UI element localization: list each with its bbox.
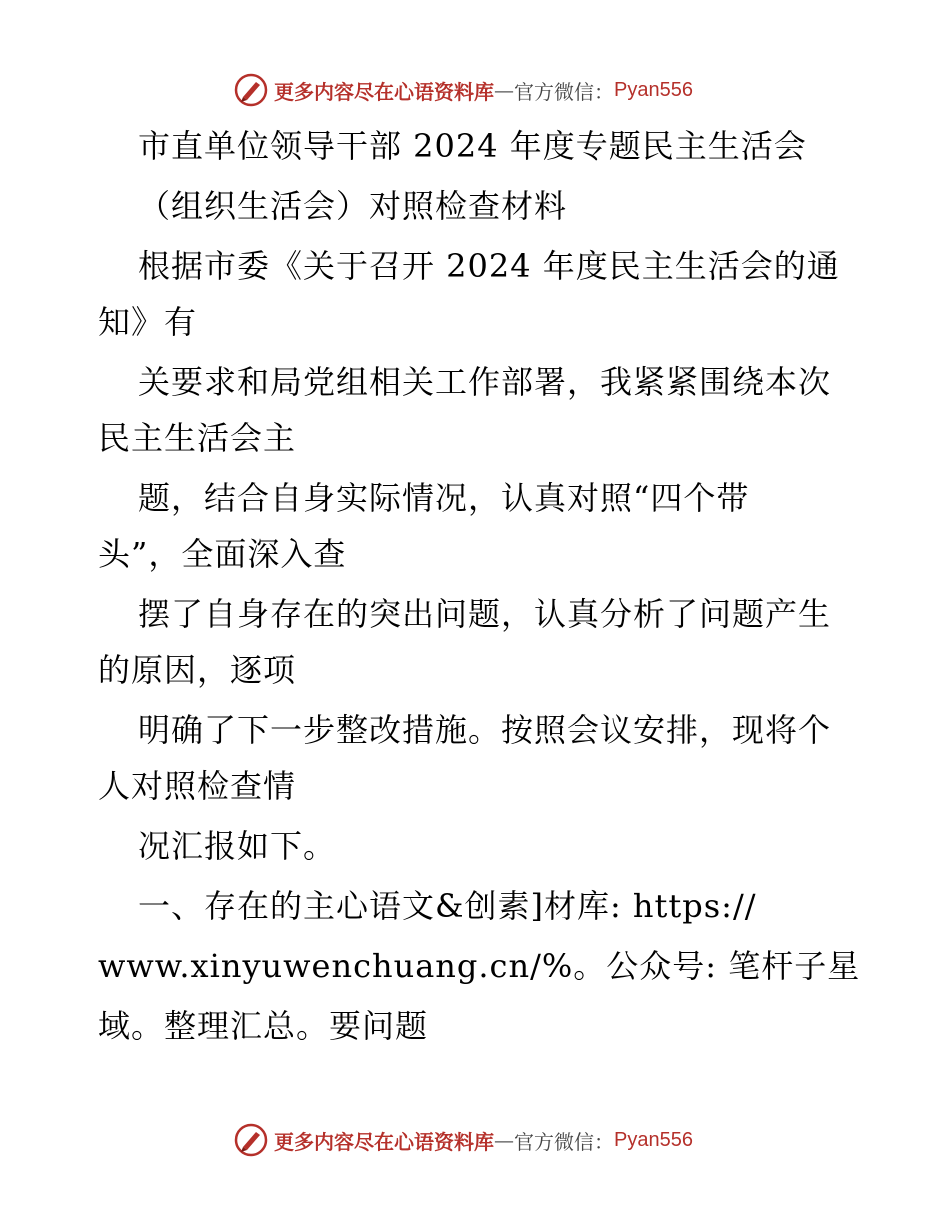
body-line: 知》有 bbox=[98, 303, 198, 341]
banner-brand: 更多内容尽在心语资料库 bbox=[274, 1129, 494, 1154]
body-line: 明确了下一步整改措施。按照会议安排，现将个 bbox=[138, 711, 832, 749]
body-line: 摆了自身存在的突出问题，认真分析了问题产生 bbox=[138, 595, 832, 633]
footer-banner bbox=[234, 1122, 693, 1158]
body-line: 头”，全面深入查 bbox=[98, 535, 347, 573]
banner-wechat-label: 官方微信： bbox=[514, 79, 614, 104]
banner-brand: 更多内容尽在心语资料库 bbox=[274, 79, 494, 104]
title-line-1: 市直单位领导干部 2024 年度专题民主生活会 bbox=[138, 127, 807, 165]
banner-wechat-id: Pyan556 bbox=[614, 1128, 693, 1151]
banner-separator: — bbox=[494, 1128, 514, 1152]
body-line: 根据市委《关于召开 2024 年度民主生活会的通 bbox=[138, 247, 840, 285]
banner-wechat-id: Pyan556 bbox=[614, 78, 693, 101]
body-line: 关要求和局党组相关工作部署，我紧紧围绕本次 bbox=[138, 363, 832, 401]
header-banner bbox=[234, 72, 693, 108]
body-line: www.xinyuwenchuang.cn/%。公众号: 笔杆子星 bbox=[98, 947, 861, 985]
body-line: 题，结合自身实际情况，认真对照“四个带 bbox=[138, 479, 750, 517]
body-line: 的原因，逐项 bbox=[98, 651, 297, 689]
title-line-2: （组织生活会）对照检查材料 bbox=[138, 187, 568, 225]
banner-separator: — bbox=[494, 78, 514, 102]
pen-logo-icon bbox=[234, 1123, 268, 1157]
body-line: 民主生活会主 bbox=[98, 419, 297, 457]
body-line: 域。整理汇总。要问题 bbox=[98, 1007, 429, 1045]
body-line: 一、存在的主心语文&创素]材库: https:// bbox=[138, 887, 757, 925]
pen-logo-icon bbox=[234, 73, 268, 107]
body-line: 人对照检查情 bbox=[98, 767, 297, 805]
body-line: 况汇报如下。 bbox=[138, 827, 337, 865]
banner-wechat-label: 官方微信： bbox=[514, 1129, 614, 1154]
